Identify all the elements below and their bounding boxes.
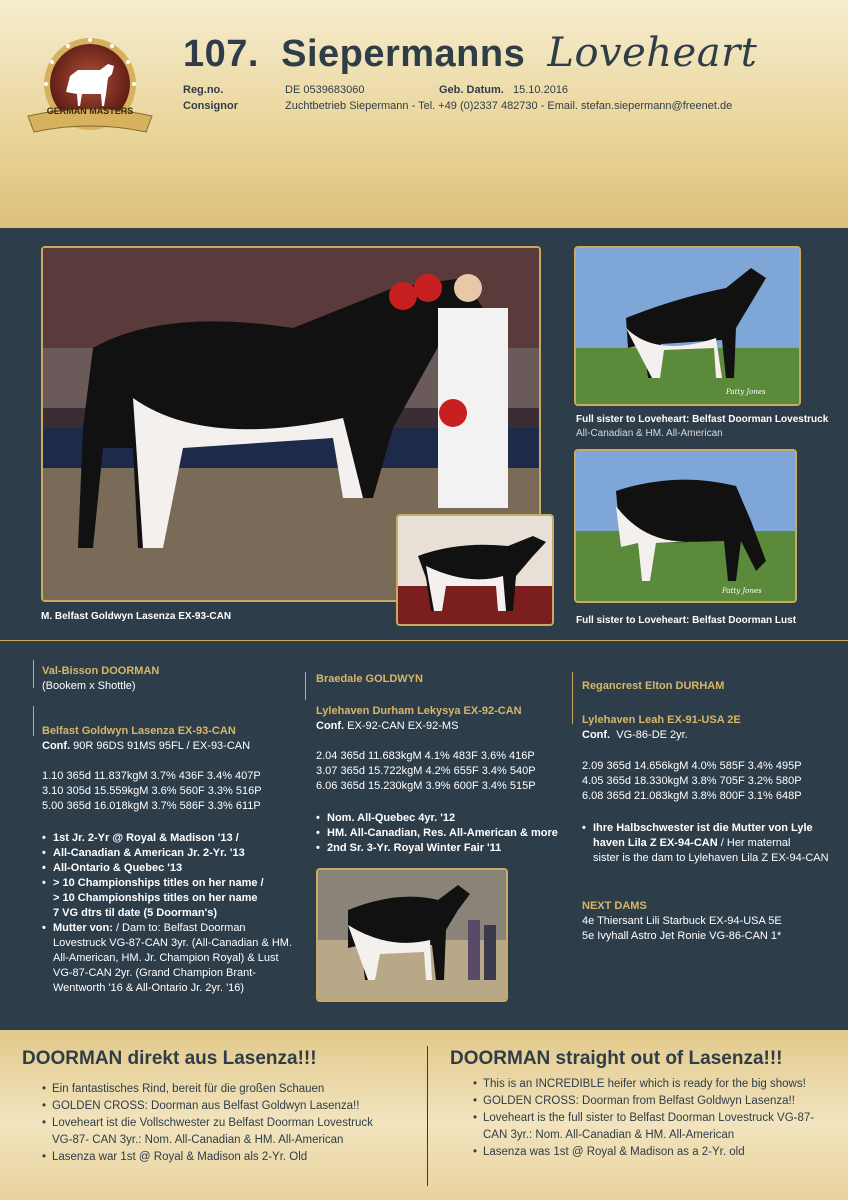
- col2-lact-1: 2.04 365d 11.683kgM 4.1% 483F 3.6% 416P: [316, 750, 535, 762]
- col1-sire-bar: [33, 660, 34, 688]
- footer-en-item-3: • Loveheart is the full sister to Belfast Doorman Lovestruck VG-87-: [483, 1111, 814, 1125]
- col2-sire-bar: [305, 672, 306, 700]
- col3-lact-1: 2.09 365d 14.656kgM 4.0% 585F 3.4% 495P: [582, 760, 802, 772]
- sister-lust-photo: [574, 449, 797, 603]
- photographer-mark-2: Patty Jones: [722, 587, 762, 595]
- col1-sire-pedigree: (Bookem x Shottle): [42, 680, 136, 692]
- col1-bullet-4: • > 10 Championships titles on her name /: [53, 876, 264, 890]
- footer-de-item-2: • GOLDEN CROSS: Doorman aus Belfast Goldwyn Lasenza!!: [52, 1099, 359, 1113]
- col2-bullet-1: • Nom. All-Quebec 4yr. '12: [327, 811, 455, 825]
- inset-photo: [396, 514, 554, 626]
- col2-bullet-2: • HM. All-Canadian, Res. All-American & more: [327, 826, 558, 840]
- col3-bullet-1: • Ihre Halbschwester ist die Mutter von Lyle: [593, 821, 813, 835]
- col1-bullet-3: • All-Ontario & Quebec '13: [53, 861, 182, 875]
- footer-de-item-4: • Lasenza war 1st @ Royal & Madison als 2-Yr. Old: [52, 1150, 307, 1164]
- col3-lact-2: 4.05 365d 18.330kgM 3.8% 705F 3.2% 580P: [582, 775, 802, 787]
- section-divider: [0, 640, 848, 641]
- col3-bullet-1-l3: sister is the dam to Lylehaven Lila Z EX-94-CAN: [593, 852, 829, 864]
- sister-lovestruck-photo: [574, 246, 801, 406]
- footer-en-item-3b: CAN 3yr.: Nom. All-Canadian & HM. All-American: [483, 1129, 735, 1141]
- next-dam-2: 5e Ivyhall Astro Jet Ronie VG-86-CAN 1*: [582, 930, 782, 942]
- col1-dam: Belfast Goldwyn Lasenza EX-93-CAN: [42, 725, 236, 737]
- col2-conf: Conf. EX-92-CAN EX-92-MS: [316, 720, 459, 732]
- col1-dam-bar: [33, 706, 34, 736]
- col2-lact-3: 6.06 365d 15.230kgM 3.9% 600F 3.4% 515P: [316, 780, 536, 792]
- next-dam-1: 4e Thiersant Lili Starbuck EX-94-USA 5E: [582, 915, 782, 927]
- col2-bullet-3: • 2nd Sr. 3-Yr. Royal Winter Fair '11: [327, 841, 501, 855]
- consignor-value: Zuchtbetrieb Siepermann - Tel. +49 (0)2337 482730 - Email. stefan.siepermann@freenet.de: [285, 100, 733, 112]
- sister-lust-caption: Full sister to Loveheart: Belfast Doorman Lust: [576, 615, 797, 626]
- photographer-mark: Patty Jones: [726, 388, 766, 396]
- footer-de-item-3b: VG-87- CAN 3yr.: Nom. All-Canadian & HM. All-American: [52, 1134, 344, 1146]
- col1-bullet-4c: 7 VG dtrs til date (5 Doorman's): [53, 907, 217, 919]
- col3-conf: Conf. VG-86-DE 2yr.: [582, 729, 688, 741]
- col1-lact-3: 5.00 365d 16.018kgM 3.7% 586F 3.3% 611P: [42, 800, 261, 812]
- reg-label: Reg.no.: [183, 84, 224, 96]
- pedigree-panel: [0, 228, 848, 1030]
- footer-de-item-3: • Loveheart ist die Vollschwester zu Belfast Doorman Lovestruck: [52, 1116, 373, 1130]
- col1-conf: Conf. 90R 96DS 91MS 95FL / EX-93-CAN: [42, 740, 251, 752]
- footer-de-title: DOORMAN direkt aus Lasenza!!!: [22, 1048, 317, 1069]
- col1-bullet-5-l3: All-American, HM. Jr. Champion Royal) & Lust: [53, 952, 279, 964]
- col1-bullet-2: • All-Canadian & American Jr. 2-Yr. '13: [53, 846, 245, 860]
- lot-title: [183, 30, 757, 76]
- col1-sire: Val-Bisson DOORMAN: [42, 665, 160, 677]
- col1-bullet-5-l5: Wentworth '16 & All-Ontario Jr. 2yr. '16): [53, 982, 245, 994]
- col1-bullet-1: • 1st Jr. 2-Yr @ Royal & Madison '13 /: [53, 831, 239, 845]
- col2-lact-2: 3.07 365d 15.722kgM 4.2% 655F 3.4% 540P: [316, 765, 536, 777]
- col1-lact-2: 3.10 305d 15.559kgM 3.6% 560F 3.3% 516P: [42, 785, 262, 797]
- footer-de-item-1: • Ein fantastisches Rind, bereit für die großen Schauen: [52, 1082, 324, 1096]
- col3-sire-bar: [572, 672, 573, 724]
- footer-en-item-4: • Lasenza was 1st @ Royal & Madison as a 2-Yr. old: [483, 1145, 745, 1159]
- birth-value: 15.10.2016: [513, 84, 569, 96]
- col3-bullet-1-l2: haven Lila Z EX-94-CAN / Her maternal: [593, 837, 791, 849]
- footer: [0, 1030, 848, 1200]
- col3-sire: Regancrest Elton DURHAM: [582, 680, 725, 692]
- consignor-label: Consignor: [183, 100, 238, 112]
- col1-bullet-5-l2: Lovestruck VG-87-CAN 3yr. (All-Canadian & HM.: [53, 937, 293, 949]
- col1-bullet-5-l4: VG-87-CAN 2yr. (Grand Champion Brant-: [53, 967, 256, 979]
- footer-en-item-2: • GOLDEN CROSS: Doorman from Belfast Goldwyn Lasenza!!: [483, 1094, 795, 1108]
- footer-en-title: DOORMAN straight out of Lasenza!!!: [450, 1048, 783, 1069]
- col2-photo: [316, 868, 508, 1002]
- sister-lovestruck-caption: Full sister to Loveheart: Belfast Doorman Lovestruck: [576, 414, 829, 425]
- animal-name: Siepermanns: [281, 33, 526, 75]
- col1-bullet-5: • Mutter von: / Dam to: Belfast Doorman: [53, 921, 246, 935]
- german-masters-logo: [22, 36, 158, 140]
- birth-label: Geb. Datum.: [439, 84, 504, 96]
- footer-en-item-1: • This is an INCREDIBLE heifer which is ready for the big shows!: [483, 1077, 806, 1091]
- footer-divider: [427, 1046, 428, 1186]
- header: [0, 0, 848, 228]
- col2-sire: Braedale GOLDWYN: [316, 673, 423, 685]
- logo-text: GERMAN MASTERS: [46, 106, 134, 116]
- reg-value: DE 0539683060: [285, 84, 365, 96]
- col3-lact-3: 6.08 365d 21.083kgM 3.8% 800F 3.1% 648P: [582, 790, 802, 802]
- col2-dam: Lylehaven Durham Lekysya EX-92-CAN: [316, 705, 522, 717]
- lot-number: 107.: [183, 33, 259, 75]
- animal-name-script: Loveheart: [547, 30, 758, 76]
- col1-lact-1: 1.10 365d 11.837kgM 3.7% 436F 3.4% 407P: [42, 770, 261, 782]
- col1-bullet-4b: > 10 Championships titles on her name: [53, 892, 258, 904]
- sister-lovestruck-sub: All-Canadian & HM. All-American: [576, 428, 723, 439]
- main-photo-caption: M. Belfast Goldwyn Lasenza EX-93-CAN: [41, 611, 232, 622]
- next-dams-label: NEXT DAMS: [582, 900, 647, 912]
- col3-dam: Lylehaven Leah EX-91-USA 2E: [582, 714, 741, 726]
